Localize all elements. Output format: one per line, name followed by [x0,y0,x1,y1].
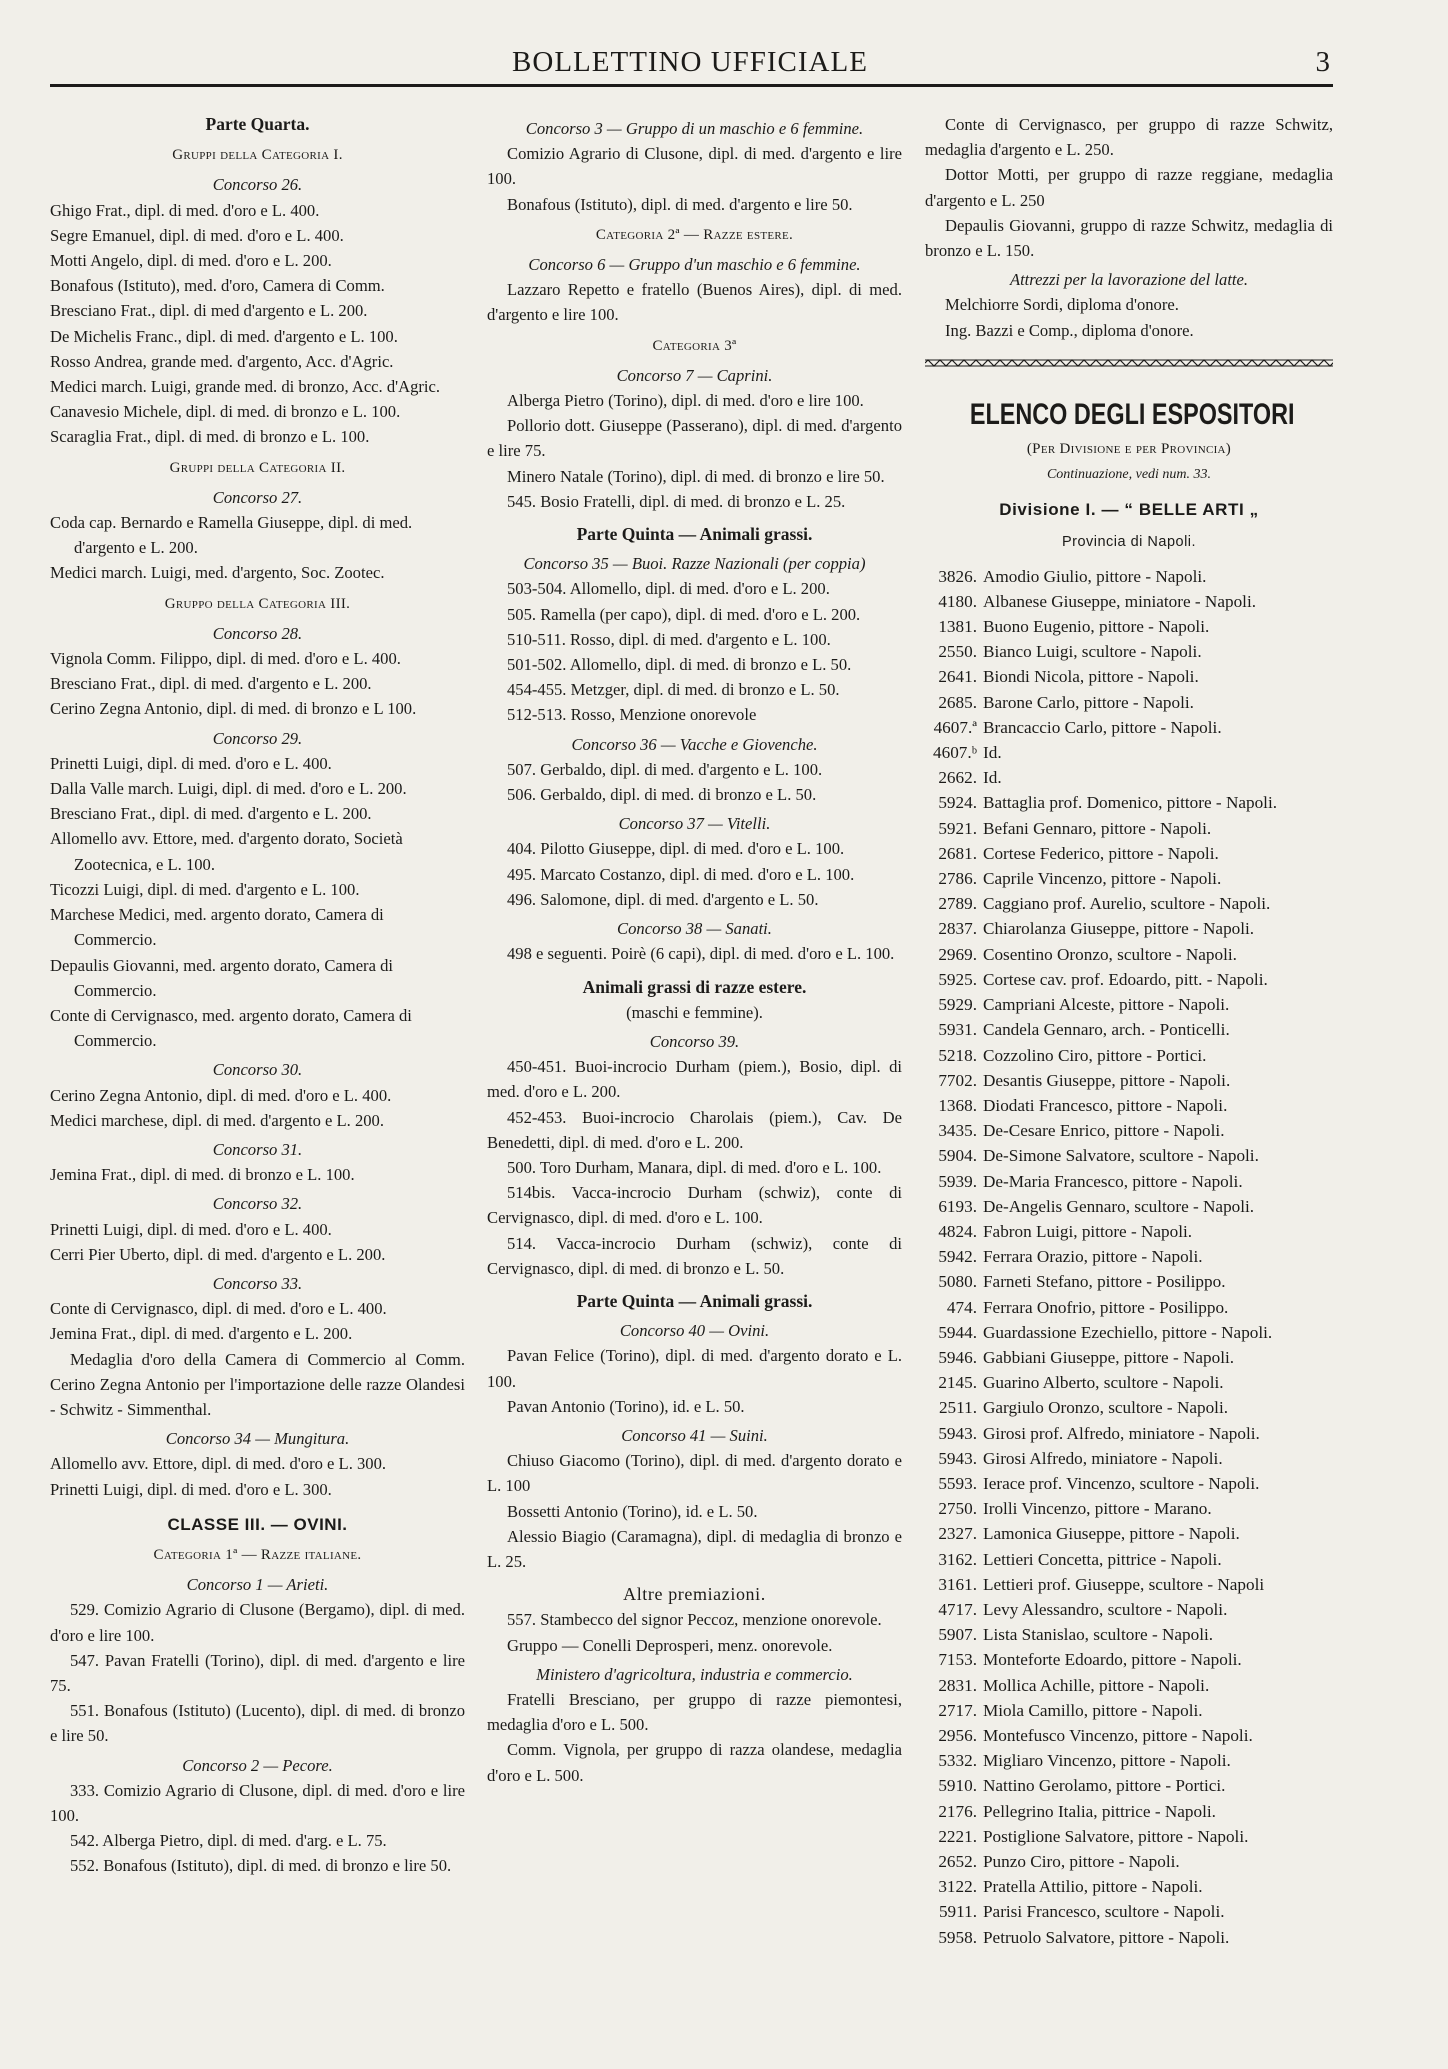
exhibitor-name: Postiglione Salvatore, pittore - Napoli. [983,1826,1249,1846]
award-entry: Prinetti Luigi, dipl. di med. d'oro e L. 300. [50,1479,332,1499]
exhibitor-number: 5907. [938,1625,977,1645]
exhibitor-entry [925,1043,1333,1068]
award-entry: 495. Marcato Costanzo, dipl. di med. d'oro e L. 100. [507,864,855,884]
exhibitor-entry [925,841,1333,866]
award-entry: Ing. Bazzi e Comp., diploma d'onore. [945,320,1194,340]
page-number: 3 [1315,46,1330,78]
award-entry: Bresciano Frat., dipl. di med. d'argento e L. 200. [50,804,372,824]
concorso-heading: Concorso 31. [212,1139,303,1159]
exhibitor-entry [925,1496,1333,1521]
exhibitor-number: 4607.ᵇ [933,743,977,763]
exhibitor-name: Buono Eugenio, pittore - Napoli. [983,617,1210,637]
concorso-heading: Concorso 40 — Ovini. [619,1321,770,1341]
award-entry: 542. Alberga Pietro, dipl. di med. d'arg. e L. 75. [70,1831,387,1851]
award-entry: Vignola Comm. Filippo, dipl. di med. d'oro e L. 400. [50,649,401,669]
exhibitor-entry [925,992,1333,1017]
exhibitor-entry [925,1068,1333,1093]
award-entry: 503-504. Allomello, dipl. di med. d'oro e L. 200. [507,579,830,599]
award-entry: 498 e seguenti. Poirè (6 capi), dipl. di med. d'oro e L. 100. [507,944,895,964]
exhibitor-name: Chiarolanza Giuseppe, pittore - Napoli. [983,919,1255,939]
exhibitor-name: Pellegrino Italia, pittrice - Napoli. [983,1801,1216,1821]
exhibitor-number: 2717. [938,1700,977,1720]
exhibitor-entry [925,740,1333,765]
exhibitor-name: De-Maria Francesco, pittore - Napoli. [983,1171,1243,1191]
exhibitor-entry [925,916,1333,941]
section-heading: Animali grassi di razze estere. [582,976,807,997]
exhibitor-number: 5924. [938,793,977,813]
award-entry: Dottor Motti, per gruppo di razze reggiane, medaglia d'argento e L. 250 [925,165,1333,210]
concorso-heading: Concorso 32. [212,1194,303,1214]
exhibitor-number: 5593. [938,1473,977,1493]
exhibitor-name: Id. [983,768,1002,788]
award-entry: 450-451. Buoi-incrocio Durham (piem.), Bosio, dipl. di med. d'oro e L. 200. [487,1057,902,1102]
award-entry: 552. Bonafous (Istituto), dipl. di med. di bronzo e lire 50. [70,1856,452,1876]
exhibitor-name: Parisi Francesco, scultore - Napoli. [983,1902,1225,1922]
exhibitor-name: Brancaccio Carlo, pittore - Napoli. [983,717,1222,737]
decorative-wave-divider [925,357,1333,369]
award-entry: Jemina Frat., dipl. di med. di bronzo e L. 100. [50,1165,355,1185]
section-heading: Parte Quarta. [205,114,310,134]
award-entry: Canavesio Michele, dipl. di med. di bronzo e L. 100. [50,402,401,422]
award-entry: 514bis. Vacca-incrocio Durham (schwiz), conte di Cervignasco, dipl. di med. d'oro e L. 100. [487,1183,902,1228]
exhibitor-entry [925,891,1333,916]
exhibitor-number: 4180. [938,591,977,611]
exhibitor-name: Gabbiani Giuseppe, pittore - Napoli. [983,1347,1235,1367]
exhibitor-name: Diodati Francesco, pittore - Napoli. [983,1095,1228,1115]
exhibitor-entry [925,942,1333,967]
section-heading: Parte Quinta — Animali grassi. [576,524,813,545]
award-entry: Bresciano Frat., dipl. di med. d'argento e L. 200. [50,674,372,694]
exhibitor-name: Bianco Luigi, scultore - Napoli. [983,642,1202,662]
exhibitor-number: 5929. [938,995,977,1015]
award-entry: Pollorio dott. Giuseppe (Passerano), dipl. di med. d'argento e lire 75. [487,416,902,461]
exhibitor-name: Montefusco Vincenzo, pittore - Napoli. [983,1725,1253,1745]
exhibitor-entry [925,639,1333,664]
exhibitor-number: 5218. [938,1045,977,1065]
exhibitor-name: De-Angelis Gennaro, scultore - Napoli. [983,1196,1255,1216]
exhibitor-name: Albanese Giuseppe, miniatore - Napoli. [983,591,1257,611]
exhibitor-number: 5939. [938,1171,977,1191]
exhibitor-entry [925,1017,1333,1042]
exhibitor-number: 5921. [938,818,977,838]
concorso-heading: Attrezzi per la lavorazione del latte. [1009,270,1249,290]
exhibitor-entry [925,1421,1333,1446]
exhibitor-name: Biondi Nicola, pittore - Napoli. [983,667,1199,687]
exhibitor-name: Gargiulo Oronzo, scultore - Napoli. [983,1398,1229,1418]
exhibitor-number: 5080. [938,1272,977,1292]
column-middle [487,112,902,1788]
exhibitor-name: Girosi Alfredo, miniatore - Napoli. [983,1448,1223,1468]
exhibitor-name: Candela Gennaro, arch. - Ponticelli. [983,1020,1230,1040]
exhibitor-number: 1368. [938,1095,977,1115]
exhibitor-number: 2681. [938,843,977,863]
award-entry: Medaglia d'oro della Camera di Commercio al Comm. Cerino Zegna Antonio per l'importazione delle razze Olandesi - Schwitz - Simmenthal. [50,1349,465,1419]
province-heading: Provincia di Napoli. [1061,534,1197,551]
exhibitor-entry [925,765,1333,790]
exhibitor-entry [925,690,1333,715]
concorso-heading: Concorso 1 — Arieti. [186,1575,329,1595]
exhibitor-name: Pratella Attilio, pittore - Napoli. [983,1877,1203,1897]
page-header [50,40,1330,84]
column-right [925,112,1333,1950]
exhibitor-entry [925,1773,1333,1798]
exhibitor-name: Farneti Stefano, pittore - Posilippo. [983,1272,1226,1292]
award-entry: Dalla Valle march. Luigi, dipl. di med. d'oro e L. 200. [50,779,407,799]
exhibitor-number: 5943. [938,1448,977,1468]
concorso-heading: Concorso 41 — Suini. [621,1425,768,1445]
concorso-heading: Concorso 33. [212,1273,303,1293]
exhibitor-number: 474. [946,1297,977,1317]
award-entry: Bossetti Antonio (Torino), id. e L. 50. [507,1501,758,1521]
exhibitor-name: Caprile Vincenzo, pittore - Napoli. [983,869,1222,889]
exhibitor-name: Mollica Achille, pittore - Napoli. [983,1675,1210,1695]
exhibitor-number: 2837. [938,919,977,939]
exhibitor-entry [925,816,1333,841]
exhibitor-entry [925,1446,1333,1471]
subheading: (maschi e femmine). [626,1002,763,1022]
award-entry: Gruppo — Conelli Deprosperi, menz. onorevole. [507,1635,833,1655]
exhibitor-entry [925,1093,1333,1118]
exhibitor-entry [925,664,1333,689]
exhibitor-number: 3435. [938,1121,977,1141]
award-entry: Ticozzi Luigi, dipl. di med. d'argento e L. 100. [50,879,360,899]
section-heading: Altre premiazioni. [623,1584,766,1605]
concorso-heading: Concorso 27. [212,487,303,507]
exhibitor-entry [925,1874,1333,1899]
exhibitor-name: Lettieri prof. Giuseppe, scultore - Napoli [983,1574,1265,1594]
exhibitor-number: 5942. [938,1247,977,1267]
award-entry: Allomello avv. Ettore, med. d'argento dorato, Società Zootecnica, e L. 100. [50,829,403,874]
exhibitor-name: Guarino Alberto, scultore - Napoli. [983,1373,1224,1393]
award-entry: 404. Pilotto Giuseppe, dipl. di med. d'oro e L. 100. [507,839,845,859]
award-entry: Pavan Felice (Torino), dipl. di med. d'argento dorato e L. 100. [487,1346,902,1391]
exhibitor-name: Ferrara Onofrio, pittore - Posilippo. [983,1297,1229,1317]
exhibitor-number: 2511. [938,1398,977,1418]
award-entry: Alessio Biagio (Caramagna), dipl. di medaglia di bronzo e L. 25. [487,1526,902,1571]
exhibitor-number: 5925. [938,969,977,989]
exhibitor-name: Ferrara Orazio, pittore - Napoli. [983,1247,1203,1267]
exhibitor-number: 5946. [938,1347,977,1367]
concorso-heading: Concorso 28. [212,623,303,643]
exhibitor-name: Cozzolino Ciro, pittore - Portici. [983,1045,1207,1065]
exhibitor-name: Nattino Gerolamo, pittore - Portici. [983,1776,1226,1796]
exhibitor-entry [925,1824,1333,1849]
award-entry: Lazzaro Repetto e fratello (Buenos Aires), dipl. di med. d'argento e lire 100. [487,280,902,325]
award-entry: Conte di Cervignasco, med. argento dorato, Camera di Commercio. [50,1005,412,1051]
award-entry: 557. Stambecco del signor Peccoz, menzione onorevole. [507,1610,882,1630]
award-entry: Depaulis Giovanni, gruppo di razze Schwitz, medaglia di bronzo e L. 150. [925,215,1333,261]
exhibitor-name: De-Cesare Enrico, pittore - Napoli. [983,1121,1225,1141]
exhibitor-entry [925,1899,1333,1924]
exhibitor-name: Lettieri Concetta, pittrice - Napoli. [983,1549,1222,1569]
concorso-heading: Concorso 7 — Caprini. [616,365,773,385]
exhibitor-entry [925,564,1333,589]
exhibitor-name: Battaglia prof. Domenico, pittore - Napoli. [983,793,1278,813]
exhibitor-entry [925,790,1333,815]
exhibitor-number: 2550. [938,642,977,662]
exhibitor-name: De-Simone Salvatore, scultore - Napoli. [983,1146,1259,1166]
category-heading: Gruppi della Categoria I. [172,147,343,164]
exhibitor-name: Campriani Alceste, pittore - Napoli. [983,995,1230,1015]
concorso-heading: Concorso 3 — Gruppo di un maschio e 6 femmine. [525,119,864,138]
award-entry: Rosso Andrea, grande med. d'argento, Acc. d'Agric. [50,351,394,371]
concorso-heading: Concorso 6 — Gruppo d'un maschio e 6 femmine. [528,255,861,275]
exhibitor-entry [925,715,1333,740]
category-heading: Categoria 2ª — Razze estere. [595,226,794,243]
exhibitor-entry [925,1345,1333,1370]
category-heading: Gruppi della Categoria II. [169,459,346,476]
exhibitor-name: Monteforte Edoardo, pittore - Napoli. [983,1650,1242,1670]
exhibitor-name: Caggiano prof. Aurelio, scultore - Napoli. [983,894,1271,914]
award-entry: Melchiorre Sordi, diploma d'onore. [945,295,1179,315]
exhibitor-entry [925,1673,1333,1698]
exhibitor-number: 2786. [938,869,977,889]
exhibitor-number: 5332. [938,1751,977,1771]
award-entry: Scaraglia Frat., dipl. di med. di bronzo e L. 100. [50,427,370,447]
award-entry: Allomello avv. Ettore, dipl. di med. d'oro e L. 300. [50,1454,387,1474]
exhibitor-name: Levy Alessandro, scultore - Napoli. [983,1599,1228,1619]
award-entry: Cerino Zegna Antonio, dipl. di med. d'oro e L. 400. [50,1085,392,1105]
exhibitor-entry [925,1597,1333,1622]
exhibitor-number: 7702. [938,1070,977,1090]
exhibitor-entry [925,1849,1333,1874]
award-entry: Depaulis Giovanni, med. argento dorato, Camera di Commercio. [50,955,393,1000]
exhibitor-list [925,564,1333,1950]
exhibitor-number: 2956. [938,1725,977,1745]
award-entry: Coda cap. Bernardo e Ramella Giuseppe, dipl. di med. d'argento e L. 200. [50,513,413,558]
exhibitor-name: Irolli Vincenzo, pittore - Marano. [983,1499,1212,1519]
award-entry: 514. Vacca-incrocio Durham (schwiz), conte di Cervignasco, dipl. di med. di bronzo e L. 50. [487,1233,902,1278]
exhibitor-number: 5958. [938,1927,977,1947]
exhibitor-entry [925,1194,1333,1219]
exhibitor-number: 4607.ª [933,717,977,737]
exhibitor-entry [925,1320,1333,1345]
exhibitor-number: 2750. [938,1499,977,1519]
exhibitor-entry [925,1622,1333,1647]
exhibitor-entry [925,967,1333,992]
award-entry: Bonafous (Istituto), med. d'oro, Camera di Comm. [50,276,385,296]
exhibitor-entry [925,614,1333,639]
award-entry: 545. Bosio Fratelli, dipl. di med. di bronzo e L. 25. [507,491,846,511]
concorso-heading: Concorso 38 — Sanati. [617,919,772,939]
exhibitor-number: 2831. [938,1675,977,1695]
exhibitor-number: 2176. [938,1801,977,1821]
award-entry: 505. Ramella (per capo), dipl. di med. d'oro e L. 200. [507,604,861,624]
exhibitor-entry [925,1799,1333,1824]
exhibitor-entry [925,1471,1333,1496]
exhibitor-name: Ierace prof. Vincenzo, scultore - Napoli. [983,1473,1260,1493]
award-entry: Cerino Zegna Antonio, dipl. di med. di bronzo e L 100. [50,699,417,719]
award-entry: 529. Comizio Agrario di Clusone (Bergamo), dipl. di med. d'oro e lire 100. [50,1600,465,1645]
award-entry: Conte di Cervignasco, per gruppo di razze Schwitz, medaglia d'argento e L. 250. [925,115,1333,160]
award-entry: 547. Pavan Fratelli (Torino), dipl. di med. d'argento e lire 75. [50,1650,465,1695]
exhibitor-entry [925,589,1333,614]
exhibitor-entry [925,1244,1333,1269]
award-entry: 507. Gerbaldo, dipl. di med. d'argento e L. 100. [507,759,823,779]
exhibitor-name: Petruolo Salvatore, pittore - Napoli. [983,1927,1230,1947]
exhibitor-entry [925,1547,1333,1572]
award-entry: 501-502. Allomello, dipl. di med. di bronzo e L. 50. [507,655,852,675]
concorso-heading: Concorso 30. [212,1060,303,1080]
exhibitor-name: Punzo Ciro, pittore - Napoli. [983,1852,1180,1871]
exhibitor-entry [925,1143,1333,1168]
award-entry: Motti Angelo, dipl. di med. d'oro e L. 200. [50,251,332,271]
exhibitor-entry [925,1647,1333,1672]
exhibitor-name: Desantis Giuseppe, pittore - Napoli. [983,1070,1231,1090]
column-right-awards [925,112,1333,343]
exhibitor-entry [925,1748,1333,1773]
concorso-heading: Concorso 26. [212,175,303,195]
exhibitor-number: 3162. [938,1549,977,1569]
award-entry: Bresciano Frat., dipl. di med d'argento e L. 200. [50,301,368,321]
award-entry: 452-453. Buoi-incrocio Charolais (piem.), Cav. De Benedetti, dipl. di med. d'oro e L. 200. [487,1107,902,1152]
exhibitor-name: Cosentino Oronzo, scultore - Napoli. [983,944,1237,964]
exhibitor-name: Cortese Federico, pittore - Napoli. [983,843,1219,863]
exhibitor-entry [925,1269,1333,1294]
award-entry: 506. Gerbaldo, dipl. di med. di bronzo e L. 50. [507,785,817,805]
award-entry: Medici march. Luigi, med. d'argento, Soc. Zootec. [50,563,385,583]
exhibitor-number: 2145. [938,1373,977,1393]
concorso-heading: Concorso 37 — Vitelli. [618,814,771,834]
award-entry: Segre Emanuel, dipl. di med. d'oro e L. 400. [50,225,344,245]
exhibitor-name: Barone Carlo, pittore - Napoli. [983,692,1194,712]
elenco-subtitle: (Per Divisione e per Provincia) [1026,440,1232,457]
concorso-heading: Concorso 35 — Buoi. Razze Nazionali (per coppia) [523,554,866,574]
exhibitor-number: 2685. [938,692,977,712]
award-entry: 510-511. Rosso, dipl. di med. d'argento e L. 100. [507,629,831,649]
exhibitor-number: 5943. [938,1423,977,1443]
award-entry: De Michelis Franc., dipl. di med. d'argento e L. 100. [50,326,398,346]
award-entry: Bonafous (Istituto), dipl. di med. d'argento e lire 50. [507,194,853,214]
elenco-title: ELENCO DEGLI ESPOSITORI [969,397,1295,431]
exhibitor-entry [925,866,1333,891]
exhibitor-name: Lista Stanislao, scultore - Napoli. [983,1625,1214,1645]
award-entry: 454-455. Metzger, dipl. di med. di bronzo e L. 50. [507,680,840,700]
exhibitor-entry [925,1370,1333,1395]
classe-heading: CLASSE III. — OVINI. [167,1514,348,1534]
exhibitor-name: Id. [983,743,1002,763]
award-entry: Prinetti Luigi, dipl. di med. d'oro e L. 400. [50,753,332,773]
exhibitor-number: 5931. [938,1020,977,1040]
section-heading: Parte Quinta — Animali grassi. [576,1290,813,1311]
exhibitor-number: 5911. [938,1902,977,1922]
exhibitor-entry [925,1219,1333,1244]
exhibitor-entry [925,1118,1333,1143]
exhibitor-number: 4824. [938,1221,977,1241]
exhibitor-entry [925,1169,1333,1194]
award-entry: 512-513. Rosso, Menzione onorevole [507,705,757,725]
award-entry: Conte di Cervignasco, dipl. di med. d'oro e L. 400. [50,1299,387,1319]
concorso-heading: Concorso 39. [649,1031,740,1051]
exhibitor-number: 2662. [938,768,977,788]
award-entry: 551. Bonafous (Istituto) (Lucento), dipl. di med. di bronzo e lire 50. [50,1701,465,1746]
exhibitor-entry [925,1723,1333,1748]
award-entry: Alberga Pietro (Torino), dipl. di med. d'oro e lire 100. [507,391,864,411]
exhibitor-entry [925,1521,1333,1546]
award-entry: Prinetti Luigi, dipl. di med. d'oro e L. 400. [50,1219,332,1239]
category-heading: Categoria 1ª — Razze italiane. [153,1546,362,1563]
exhibitor-number: 3826. [938,566,977,586]
award-entry: 496. Salomone, dipl. di med. d'argento e L. 50. [507,889,819,909]
elenco-continuation: Continuazione, vedi num. 33. [1046,467,1212,483]
exhibitor-number: 6193. [938,1196,977,1216]
exhibitor-number: 2641. [938,667,977,687]
exhibitor-entry [925,1572,1333,1597]
award-entry: Jemina Frat., dipl. di med. d'argento e L. 200. [50,1324,353,1344]
exhibitor-name: Lamonica Giuseppe, pittore - Napoli. [983,1524,1240,1544]
exhibitor-entry [925,1295,1333,1320]
header-rule [50,84,1333,87]
exhibitor-name: Girosi prof. Alfredo, miniatore - Napoli. [983,1423,1260,1443]
publication-title: BOLLETTINO UFFICIALE [512,46,868,78]
concorso-heading: Concorso 34 — Mungitura. [165,1429,350,1449]
award-entry: Fratelli Bresciano, per gruppo di razze piemontesi, medaglia d'oro e L. 500. [487,1689,902,1735]
exhibitor-number: 2789. [938,894,977,914]
exhibitor-number: 3122. [938,1877,977,1897]
award-entry: Comm. Vignola, per gruppo di razza olandese, medaglia d'oro e L. 500. [487,1740,902,1785]
exhibitor-number: 3161. [938,1574,977,1594]
exhibitor-name: Befani Gennaro, pittore - Napoli. [983,818,1212,838]
division-heading: Divisione I. — “ BELLE ARTI „ [999,500,1259,520]
award-entry: Chiuso Giacomo (Torino), dipl. di med. d'argento dorato e L. 100 [487,1451,902,1496]
award-entry: 500. Toro Durham, Manara, dipl. di med. d'oro e L. 100. [507,1157,882,1177]
award-entry: Medici marchese, dipl. di med. d'argento e L. 200. [50,1110,385,1130]
exhibitor-name: Fabron Luigi, pittore - Napoli. [983,1221,1193,1241]
concorso-heading: Concorso 36 — Vacche e Giovenche. [571,734,818,754]
concorso-heading: Concorso 2 — Pecore. [182,1755,333,1775]
concorso-heading: Ministero d'agricoltura, industria e commercio. [536,1664,853,1684]
exhibitor-entry [925,1698,1333,1723]
column-left [50,112,465,1879]
exhibitor-entry [925,1925,1333,1950]
exhibitor-name: Miola Camillo, pittore - Napoli. [983,1700,1203,1720]
award-entry: Cerri Pier Uberto, dipl. di med. d'argento e L. 200. [50,1244,386,1264]
exhibitor-number: 7153. [938,1650,977,1670]
concorso-heading: Concorso 29. [212,728,303,748]
exhibitor-number: 1381. [938,617,977,637]
exhibitor-number: 2221. [938,1826,977,1846]
award-entry: Pavan Antonio (Torino), id. e L. 50. [507,1396,745,1416]
exhibitor-number: 5904. [938,1146,977,1166]
exhibitor-name: Migliaro Vincenzo, pittore - Napoli. [983,1751,1231,1771]
award-entry: Ghigo Frat., dipl. di med. d'oro e L. 400. [50,200,320,220]
exhibitor-number: 5910. [938,1776,977,1796]
award-entry: Medici march. Luigi, grande med. di bronzo, Acc. d'Agric. [50,377,441,397]
award-entry: Marchese Medici, med. argento dorato, Camera di Commercio. [50,905,384,950]
category-heading: Gruppo della Categoria III. [164,595,351,612]
category-heading: Categoria 3ª [652,337,737,354]
exhibitor-number: 5944. [938,1322,977,1342]
exhibitor-name: Cortese cav. prof. Edoardo, pitt. - Napoli. [983,969,1268,989]
exhibitor-name: Amodio Giulio, pittore - Napoli. [983,566,1207,586]
award-entry: 333. Comizio Agrario di Clusone, dipl. di med. d'oro e lire 100. [50,1780,465,1825]
exhibitor-number: 2969. [938,944,977,964]
exhibitor-number: 4717. [938,1599,977,1619]
exhibitor-name: Guardassione Ezechiello, pittore - Napoli. [983,1322,1273,1342]
award-entry: Minero Natale (Torino), dipl. di med. di bronzo e lire 50. [507,466,885,486]
exhibitor-number: 2652. [938,1852,977,1871]
exhibitor-number: 2327. [938,1524,977,1544]
exhibitor-entry [925,1395,1333,1420]
award-entry: Comizio Agrario di Clusone, dipl. di med. d'argento e lire 100. [487,144,902,189]
